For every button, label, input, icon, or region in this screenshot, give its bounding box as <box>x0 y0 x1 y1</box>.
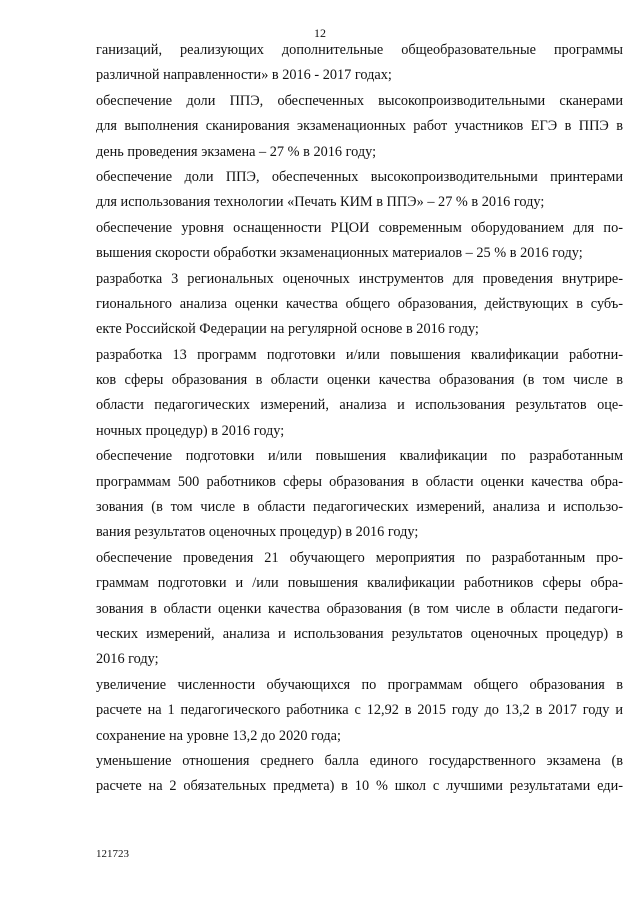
text-line: обеспечение доли ППЭ, обеспеченных высокопроизводительными принтерами <box>96 168 623 185</box>
text-line: вышения скорости обработки экзаменационных материалов – 25 % в 2016 году; <box>96 245 583 262</box>
paragraph-exam-score-ratio <box>96 749 623 800</box>
page-number: 12 <box>314 26 326 40</box>
text-line: зования в области оценки качества образования (в том числе в области педагоги- <box>96 600 623 617</box>
text-line: для использования технологии «Печать КИМ в ППЭ» – 27 % в 2016 году; <box>96 194 545 211</box>
text-line: ческих измерений, анализа и использования результатов оценочных процедур) в <box>96 625 623 642</box>
text-line: программам 500 работников сферы образования в области оценки качества обра- <box>96 473 623 490</box>
text-line: ночных процедур) в 2016 году; <box>96 422 285 439</box>
paragraph-additional-education <box>96 38 623 89</box>
document-code: 121723 <box>96 848 129 860</box>
paragraph-assessment-instruments <box>96 267 623 343</box>
text-line: гионального анализа оценки качества общего образования, действующих в субъ- <box>96 295 623 312</box>
text-line: разработка 13 программ подготовки и/или повышения квалификации работни- <box>96 346 623 363</box>
text-line: ганизаций, реализующих дополнительные общеобразовательные программы <box>96 42 623 58</box>
text-line: зования (в том числе в области педагогических измерений, анализа и использо- <box>96 499 623 516</box>
text-line: обеспечение доли ППЭ, обеспеченных высокопроизводительными сканерами <box>96 92 623 109</box>
text-line: увеличение численности обучающихся по программам общего образования в <box>96 676 623 693</box>
paragraph-rcoi-equipment <box>96 216 623 267</box>
text-line: для выполнения сканирования экзаменационных работ участников ЕГЭ в ППЭ в <box>96 118 623 135</box>
text-line: различной направленности» в 2016 - 2017 годах; <box>96 67 392 84</box>
text-line: граммам подготовки и /или повышения квалификации работников сферы обра- <box>96 575 623 592</box>
text-line: области педагогических измерений, анализа и использования результатов оце- <box>96 397 623 414</box>
text-line: расчете на 1 педагогического работника с 12,92 в 2015 году до 13,2 в 2017 году и <box>96 702 623 719</box>
text-line: уменьшение отношения среднего балла единого государственного экзамена (в <box>96 752 623 769</box>
text-line: обеспечение подготовки и/или повышения квалификации по разработанным <box>96 448 623 465</box>
paragraph-training-events <box>96 546 623 673</box>
paragraph-student-ratio <box>96 673 623 749</box>
paragraph-scanners <box>96 89 623 165</box>
text-line: обеспечение проведения 21 обучающего мероприятия по разработанным про- <box>96 549 623 566</box>
text-line: расчете на 2 обязательных предмета) в 10 % школ с лучшими результатами еди- <box>96 778 623 795</box>
paragraph-training-programs <box>96 343 623 445</box>
paragraph-printers <box>96 165 623 216</box>
text-line: ков сферы образования в области оценки качества образования (в том числе в <box>96 372 623 389</box>
text-line: сохранение на уровне 13,2 до 2020 года; <box>96 727 341 744</box>
text-line: екте Российской Федерации на регулярной основе в 2016 году; <box>96 321 479 338</box>
text-line: обеспечение уровня оснащенности РЦОИ современным оборудованием для по- <box>96 219 623 236</box>
text-line: разработка 3 региональных оценочных инструментов для проведения внутрире- <box>96 270 623 287</box>
text-line: день проведения экзамена – 27 % в 2016 году; <box>96 143 377 160</box>
paragraph-staff-training <box>96 444 623 546</box>
text-line: 2016 году; <box>96 651 159 668</box>
document-body <box>96 38 623 800</box>
text-line: вания результатов оценочных процедур) в 2016 году; <box>96 524 419 541</box>
